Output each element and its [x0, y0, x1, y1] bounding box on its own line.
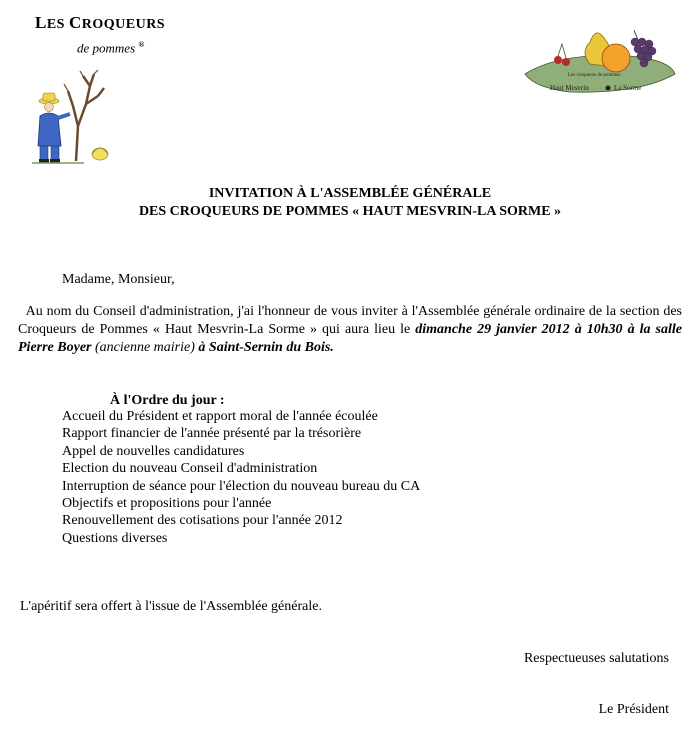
logo-title: [35, 14, 165, 33]
fruit-logo-illustration: [520, 12, 680, 102]
registered-mark: ®: [138, 40, 145, 49]
invitation-paragraph: [18, 303, 682, 357]
signature: Le Président: [598, 702, 669, 717]
paragraph-place: à Saint-Sernin du Bois.: [198, 340, 334, 355]
agenda-title: À l'Ordre du jour :: [110, 393, 225, 408]
heading-line-2: DES CROQUEURS DE POMMES « HAUT MESVRIN-LA SORME »: [138, 204, 562, 219]
logo-subtitle-text: de pommes: [77, 40, 136, 56]
agenda-item: Interruption de séance pour l'élection du nouveau bureau du CA: [62, 478, 421, 494]
fruit-label-2: Haut Mesvrin: [550, 84, 589, 92]
fruit-label-dot: [606, 86, 611, 91]
farmer-tree-illustration: [28, 66, 118, 166]
heading-line-1: INVITATION À L'ASSEMBLÉE GÉNÉRALE: [208, 186, 492, 201]
agenda-item: Appel de nouvelles candidatures: [62, 443, 245, 459]
logo-subtitle: [77, 36, 144, 56]
logo-title-roqueurs: ROQUEURS: [81, 17, 166, 32]
aperitif-note: L'apéritif sera offert à l'issue de l'Assemblée générale.: [20, 599, 322, 614]
agenda-list: [62, 408, 420, 547]
agenda-item: Questions diverses: [62, 530, 168, 546]
logo-title-l: L: [35, 13, 47, 32]
agenda-item: Objectifs et propositions pour l'année: [62, 496, 272, 512]
agenda-item: Rapport financier de l'année présenté par la trésorière: [62, 426, 362, 442]
fruit-label-3: La Sorme: [614, 84, 642, 92]
agenda-item: Renouvellement des cotisations pour l'année 2012: [62, 513, 343, 529]
logo-title-es: ES: [46, 17, 69, 32]
fruit-label-1: Les croqueurs de pommes: [568, 73, 621, 78]
salutation: Madame, Monsieur,: [62, 272, 175, 287]
paragraph-paren: (ancienne mairie): [91, 340, 199, 355]
closing-salutation: Respectueuses salutations: [523, 651, 669, 666]
logo-title-c: C: [68, 13, 82, 32]
agenda-item: Accueil du Président et rapport moral de l'année écoulée: [62, 409, 378, 424]
agenda-item: Election du nouveau Conseil d'administration: [62, 461, 318, 477]
paragraph-intro: Au nom du Conseil d'administration, j'ai l'honneur de vous inviter à l'Assemblée générale ordinaire de la section des Croqueurs de Pommes « Haut Mesvrin-La Sorme » qui aura lieu le: [18, 304, 682, 337]
paragraph-date: dimanche 29 janvier 2012 à 10h30 à la salle Pierre Boyer: [18, 322, 683, 355]
